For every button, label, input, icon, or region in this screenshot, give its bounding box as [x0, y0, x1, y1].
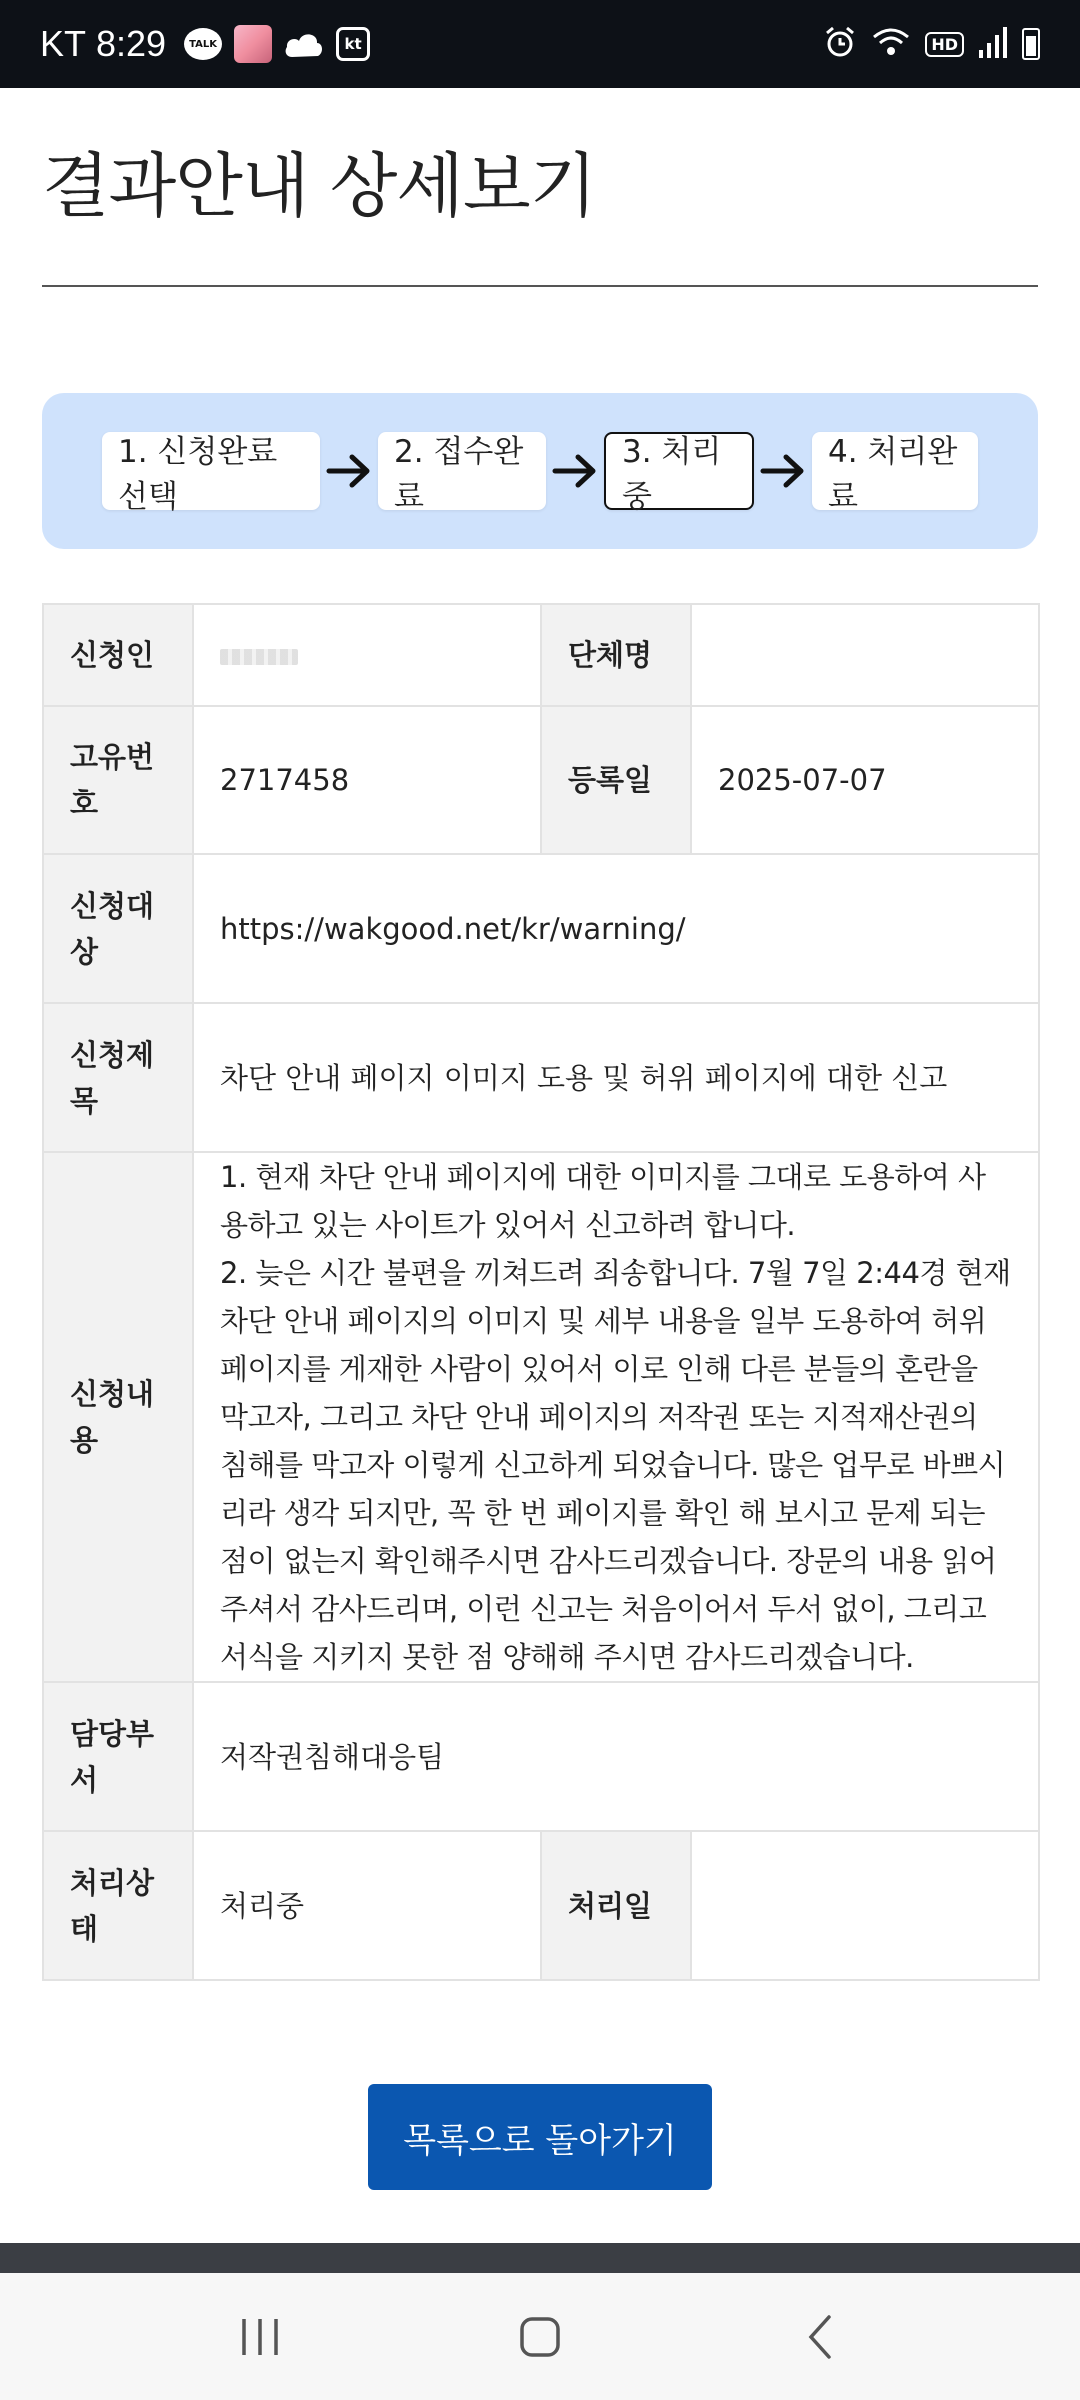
signal-icon — [978, 26, 1008, 62]
target-value[interactable]: https://wakgood.net/kr/warning/ — [193, 854, 1039, 1003]
wifi-icon — [871, 25, 911, 63]
status-bar — [0, 0, 1080, 88]
target-label: 신청대상 — [43, 854, 193, 1003]
status-value: 처리중 — [193, 1831, 541, 1980]
table-row — [43, 1682, 1039, 1831]
footer-bar — [0, 2243, 1080, 2273]
step-1: 1. 신청완료 선택 — [102, 432, 320, 510]
avatar-icon — [234, 25, 272, 63]
kt-icon: kt — [336, 27, 370, 61]
content-paragraph-1: 1. 현재 차단 안내 페이지에 대한 이미지를 그대로 도용하여 사용하고 있는 사이트가 있어서 신고하려 합니다. — [220, 1160, 986, 1242]
step-3: 3. 처리 중 — [604, 432, 754, 510]
reg-date-value: 2025-07-07 — [691, 706, 1039, 854]
group-value — [691, 604, 1039, 706]
dept-label: 담당부서 — [43, 1682, 193, 1831]
group-label: 단체명 — [541, 604, 691, 706]
step-4: 4. 처리완료 — [812, 432, 978, 510]
arrow-right-icon — [320, 451, 378, 491]
status-label: 처리상태 — [43, 1831, 193, 1980]
system-nav-bar — [0, 2273, 1080, 2400]
home-button[interactable] — [500, 2297, 580, 2377]
content-paragraph-2: 2. 늦은 시간 불편을 끼쳐드려 죄송합니다. 7월 7일 2:44경 현재 차단 안내 페이지의 이미지 및 세부 내용을 일부 도용하여 허위 페이지를 게재한 사람이 있어서 이로 인해 다른 분들의 혼란을 막고자, 그리고 차단 안내 페이지의 저작권 또는 지적재산권의 침해를 막고자 이렇게 신고하게 되었습니다. 많은 업무로 바쁘시리라 생각 되지만, 꼭 한 번 페이지를 확인 해 보시고 문제 되는 점이 없는지 확인해주시면 감사드리겠습니다. 장문의 내용 읽어주셔서 감사드리며, 이런 신고는 처음이어서 두서 없이, 그리고 서식을 지키지 못한 점 양해해 주시면 감사드리겠습니다. — [220, 1256, 1011, 1674]
detail-table — [42, 603, 1040, 1981]
masked-name — [220, 649, 298, 665]
table-row — [43, 1003, 1039, 1152]
arrow-right-icon — [754, 451, 812, 491]
hd-icon: HD — [925, 32, 964, 57]
step-2: 2. 접수완료 — [378, 432, 546, 510]
page-title: 결과안내 상세보기 — [42, 145, 597, 227]
applicant-value — [193, 604, 541, 706]
table-row — [43, 604, 1039, 706]
carrier-label: KT — [40, 23, 87, 64]
alarm-icon — [823, 25, 857, 63]
back-icon — [805, 2314, 835, 2360]
home-icon — [518, 2315, 562, 2359]
table-row — [43, 854, 1039, 1003]
subject-label: 신청제목 — [43, 1003, 193, 1152]
table-row — [43, 706, 1039, 854]
progress-steps — [42, 393, 1038, 549]
talk-icon: TALK — [184, 28, 222, 60]
applicant-label: 신청인 — [43, 604, 193, 706]
subject-value: 차단 안내 페이지 이미지 도용 및 허위 페이지에 대한 신고 — [193, 1003, 1039, 1152]
arrow-right-icon — [546, 451, 604, 491]
title-divider — [42, 285, 1038, 287]
dept-value: 저작권침해대응팀 — [193, 1682, 1039, 1831]
battery-icon — [1022, 28, 1040, 60]
done-date-label: 처리일 — [541, 1831, 691, 1980]
table-row — [43, 1831, 1039, 1980]
cloud-icon — [284, 29, 324, 59]
back-to-list-button[interactable]: 목록으로 돌아가기 — [368, 2084, 712, 2190]
recent-apps-button[interactable] — [220, 2297, 300, 2377]
content-value — [193, 1152, 1039, 1682]
reg-date-label: 등록일 — [541, 706, 691, 854]
table-row — [43, 1152, 1039, 1682]
content-label: 신청내용 — [43, 1152, 193, 1682]
clock: 8:29 — [96, 23, 167, 64]
done-date-value — [691, 1831, 1039, 1980]
id-label: 고유번호 — [43, 706, 193, 854]
back-button[interactable] — [780, 2297, 860, 2377]
recent-apps-icon — [238, 2317, 282, 2357]
id-value: 2717458 — [193, 706, 541, 854]
